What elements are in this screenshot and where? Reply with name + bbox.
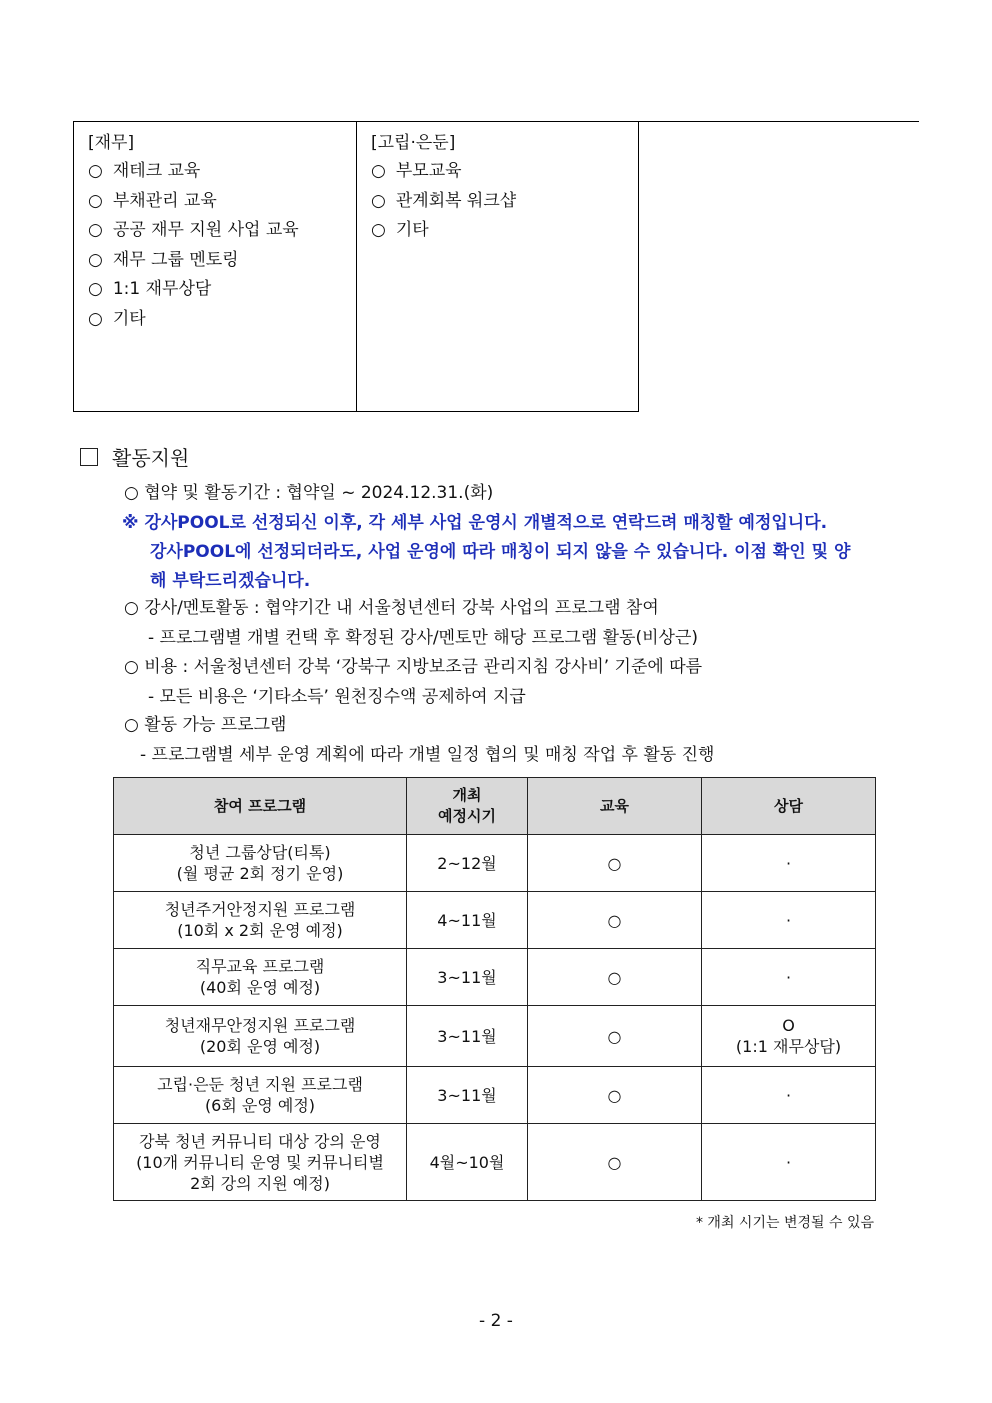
program-cell	[114, 949, 407, 1006]
consulting-cell: ·	[702, 949, 876, 1006]
checkbox-option[interactable]	[371, 219, 638, 249]
category-heading: [재무]	[88, 133, 135, 153]
table-row	[114, 949, 876, 1006]
option-label: 재테크 교육	[112, 161, 201, 181]
circle-icon: ○	[88, 279, 103, 299]
education-cell: ○	[528, 892, 702, 949]
program-name: 청년재무안정지원 프로그램	[164, 1016, 356, 1035]
circle-icon: ○	[88, 190, 103, 211]
circle-icon: ○	[88, 220, 103, 240]
checkbox-option[interactable]	[88, 190, 356, 220]
circle-icon: ○	[88, 249, 103, 270]
header-program: 참여 프로그램	[114, 778, 407, 835]
header-time-line: 개최	[452, 786, 482, 804]
consulting-cell: ·	[702, 1124, 876, 1201]
program-table	[113, 777, 876, 1201]
option-label: 1:1 재무상담	[112, 279, 212, 299]
program-detail: (월 평균 2회 정기 운영)	[176, 864, 344, 883]
option-label: 부채관리 교육	[112, 190, 217, 211]
checkbox-option[interactable]	[88, 219, 356, 249]
consulting-cell	[702, 1006, 876, 1067]
checkbox-option[interactable]	[88, 278, 356, 308]
checkbox-option[interactable]	[88, 249, 356, 279]
circle-icon: ○	[371, 161, 386, 181]
table-row	[114, 1124, 876, 1201]
cost-sub-line: - 모든 비용은 ‘기타소득’ 원천징수액 공제하여 지급	[148, 687, 526, 707]
option-label: 기타	[112, 308, 146, 329]
notice-block	[122, 509, 922, 596]
header-time-line: 예정시기	[438, 807, 496, 825]
checkbox-option[interactable]	[371, 190, 638, 220]
circle-icon: ○	[88, 308, 103, 329]
time-cell: 4~11월	[407, 892, 528, 949]
table-row	[114, 1067, 876, 1124]
table-row	[114, 835, 876, 892]
program-detail: (6회 운영 예정)	[204, 1096, 316, 1115]
circle-icon: ○	[371, 190, 386, 211]
header-time	[407, 778, 528, 835]
table-header-row	[114, 778, 876, 835]
time-cell: 3~11월	[407, 1067, 528, 1124]
checkbox-option[interactable]	[371, 160, 638, 190]
education-cell: ○	[528, 949, 702, 1006]
education-cell: ○	[528, 1124, 702, 1201]
program-detail: (20회 운영 예정)	[199, 1037, 321, 1056]
consulting-detail: (1:1 재무상담)	[735, 1037, 842, 1056]
consulting-cell: ·	[702, 1067, 876, 1124]
section-title-text: 활동지원	[112, 446, 190, 470]
page-number: - 2 -	[479, 1311, 513, 1331]
section-title	[80, 444, 189, 472]
time-cell: 3~11월	[407, 1006, 528, 1067]
category-box	[73, 121, 639, 412]
consulting-cell: ·	[702, 835, 876, 892]
top-border-extension	[637, 121, 919, 122]
option-label: 부모교육	[395, 161, 462, 181]
time-cell: 3~11월	[407, 949, 528, 1006]
circle-icon: ○	[88, 161, 103, 181]
option-label: 재무 그룹 멘토링	[112, 249, 239, 270]
program-cell	[114, 1067, 407, 1124]
table-row	[114, 892, 876, 949]
program-name: 고립·은둔 청년 지원 프로그램	[157, 1075, 363, 1094]
program-cell	[114, 892, 407, 949]
education-cell: ○	[528, 835, 702, 892]
notice-line: ※ 강사POOL로 선정되신 이후, 각 세부 사업 운영시 개별적으로 연락드려 매칭할 예정입니다.	[122, 513, 828, 533]
program-name: 강북 청년 커뮤니티 대상 강의 운영	[139, 1131, 381, 1151]
program-detail: (10회 x 2회 운영 예정)	[177, 921, 343, 940]
header-consulting: 상담	[702, 778, 876, 835]
notice-line: 해 부탁드리겠습니다.	[150, 571, 311, 591]
time-cell: 4월~10월	[407, 1124, 528, 1201]
option-label: 기타	[395, 220, 429, 240]
circle-icon: ○	[371, 220, 386, 240]
program-detail: (10개 커뮤니티 운영 및 커뮤니티별	[136, 1152, 384, 1172]
table-row	[114, 1006, 876, 1067]
option-label: 공공 재무 지원 사업 교육	[112, 220, 299, 240]
program-detail: 2회 강의 지원 예정)	[190, 1173, 330, 1193]
checkbox-option[interactable]	[88, 308, 356, 338]
option-label: 관계회복 워크샵	[395, 190, 517, 211]
time-cell: 2~12월	[407, 835, 528, 892]
program-name: 직무교육 프로그램	[195, 957, 325, 976]
activity-sub-line: - 프로그램별 개별 컨택 후 확정된 강사/멘토만 해당 프로그램 활동(비상근)	[148, 628, 698, 648]
program-name: 청년주거안정지원 프로그램	[164, 900, 356, 919]
programs-line: ○ 활동 가능 프로그램	[124, 715, 287, 735]
category-heading: [고립·은둔]	[371, 133, 456, 153]
consulting-mark: O	[782, 1016, 795, 1035]
header-education: 교육	[528, 778, 702, 835]
notice-line: 강사POOL에 선정되더라도, 사업 운영에 따라 매칭이 되지 않을 수 있습니다. 이점 확인 및 양	[150, 542, 851, 562]
program-cell	[114, 835, 407, 892]
period-line: ○ 협약 및 활동기간 : 협약일 ~ 2024.12.31.(화)	[124, 483, 494, 503]
education-cell: ○	[528, 1006, 702, 1067]
consulting-cell: ·	[702, 892, 876, 949]
category-column-isolation	[356, 122, 638, 411]
program-detail: (40회 운영 예정)	[199, 978, 321, 997]
checkbox-option[interactable]	[88, 160, 356, 190]
program-name: 청년 그룹상담(티톡)	[189, 843, 331, 862]
activity-line: ○ 강사/멘토활동 : 협약기간 내 서울청년센터 강북 사업의 프로그램 참여	[124, 598, 659, 618]
education-cell: ○	[528, 1067, 702, 1124]
cost-line: ○ 비용 : 서울청년센터 강북 ‘강북구 지방보조금 관리지침 강사비’ 기준에 따름	[124, 657, 703, 677]
square-bullet-icon	[80, 448, 98, 466]
program-cell	[114, 1124, 407, 1201]
category-column-finance	[74, 122, 356, 411]
programs-sub-line: - 프로그램별 세부 운영 계획에 따라 개별 일정 협의 및 매칭 작업 후 활동 진행	[140, 745, 715, 765]
footnote: * 개최 시기는 변경될 수 있음	[695, 1215, 874, 1231]
program-cell	[114, 1006, 407, 1067]
